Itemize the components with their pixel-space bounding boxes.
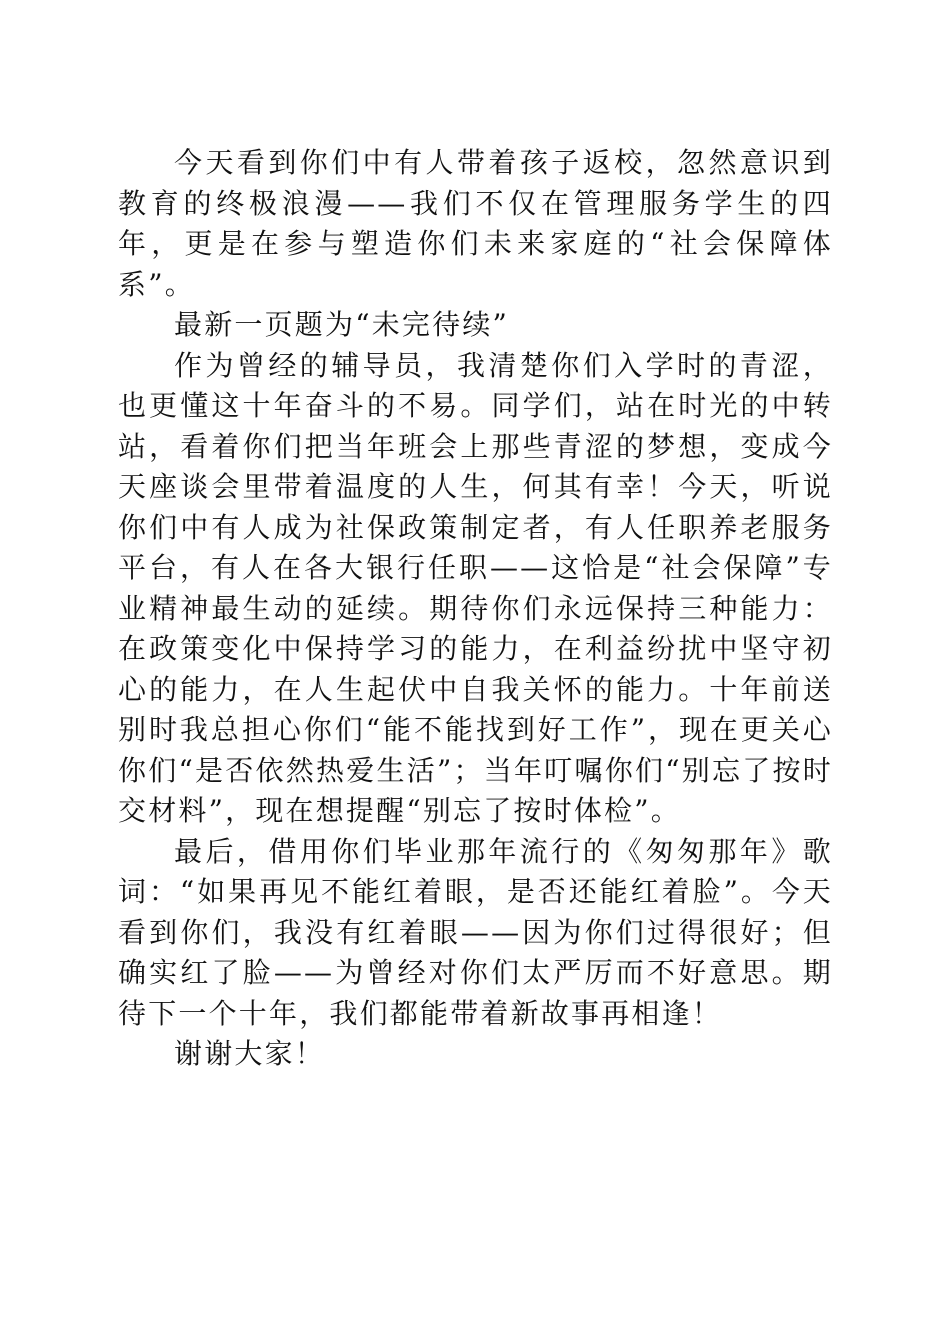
paragraph-thanks: 谢谢大家！: [174, 1037, 326, 1070]
paragraph-latest-page: 最新一页题为“未完待续”: [174, 308, 510, 341]
paragraph-teaching-romance: 今天看到你们中有人带着孩子返校，忽然意识到教育的终极浪漫——我们不仅在管理服务学生的四年，更是在参与塑造你们未来家庭的“社会保障体系”。: [118, 146, 833, 301]
document-body: [118, 143, 833, 1075]
paragraph-counselor-reflection: 作为曾经的辅导员，我清楚你们入学时的青涩，也更懂这十年奋斗的不易。同学们，站在时光的中转站，看着你们把当年班会上那些青涩的梦想，变成今天座谈会里带着温度的人生，何其有幸！今天，听说你们中有人成为社保政策制定者，有人任职养老服务平台，有人在各大银行任职——这恰是“社会保障”专业精神最生动的延续。期待你们永远保持三种能力：在政策变化中保持学习的能力，在利益纷扰中坚守初心的能力，在人生起伏中自我关怀的能力。十年前送别时我总担心你们“能不能找到好工作”，现在更关心你们“是否依然热爱生活”；当年叮嘱你们“别忘了按时交材料”，现在想提醒“别忘了按时体检”。: [118, 348, 833, 827]
paragraph-closing-lyrics: 最后，借用你们毕业那年流行的《匆匆那年》歌词：“如果再见不能红着眼，是否还能红着脸”。今天看到你们，我没有红着眼——因为你们过得很好；但确实红了脸——为曾经对你们太严厉而不好意思。期待下一个十年，我们都能带着新故事再相逢！: [118, 834, 833, 1030]
